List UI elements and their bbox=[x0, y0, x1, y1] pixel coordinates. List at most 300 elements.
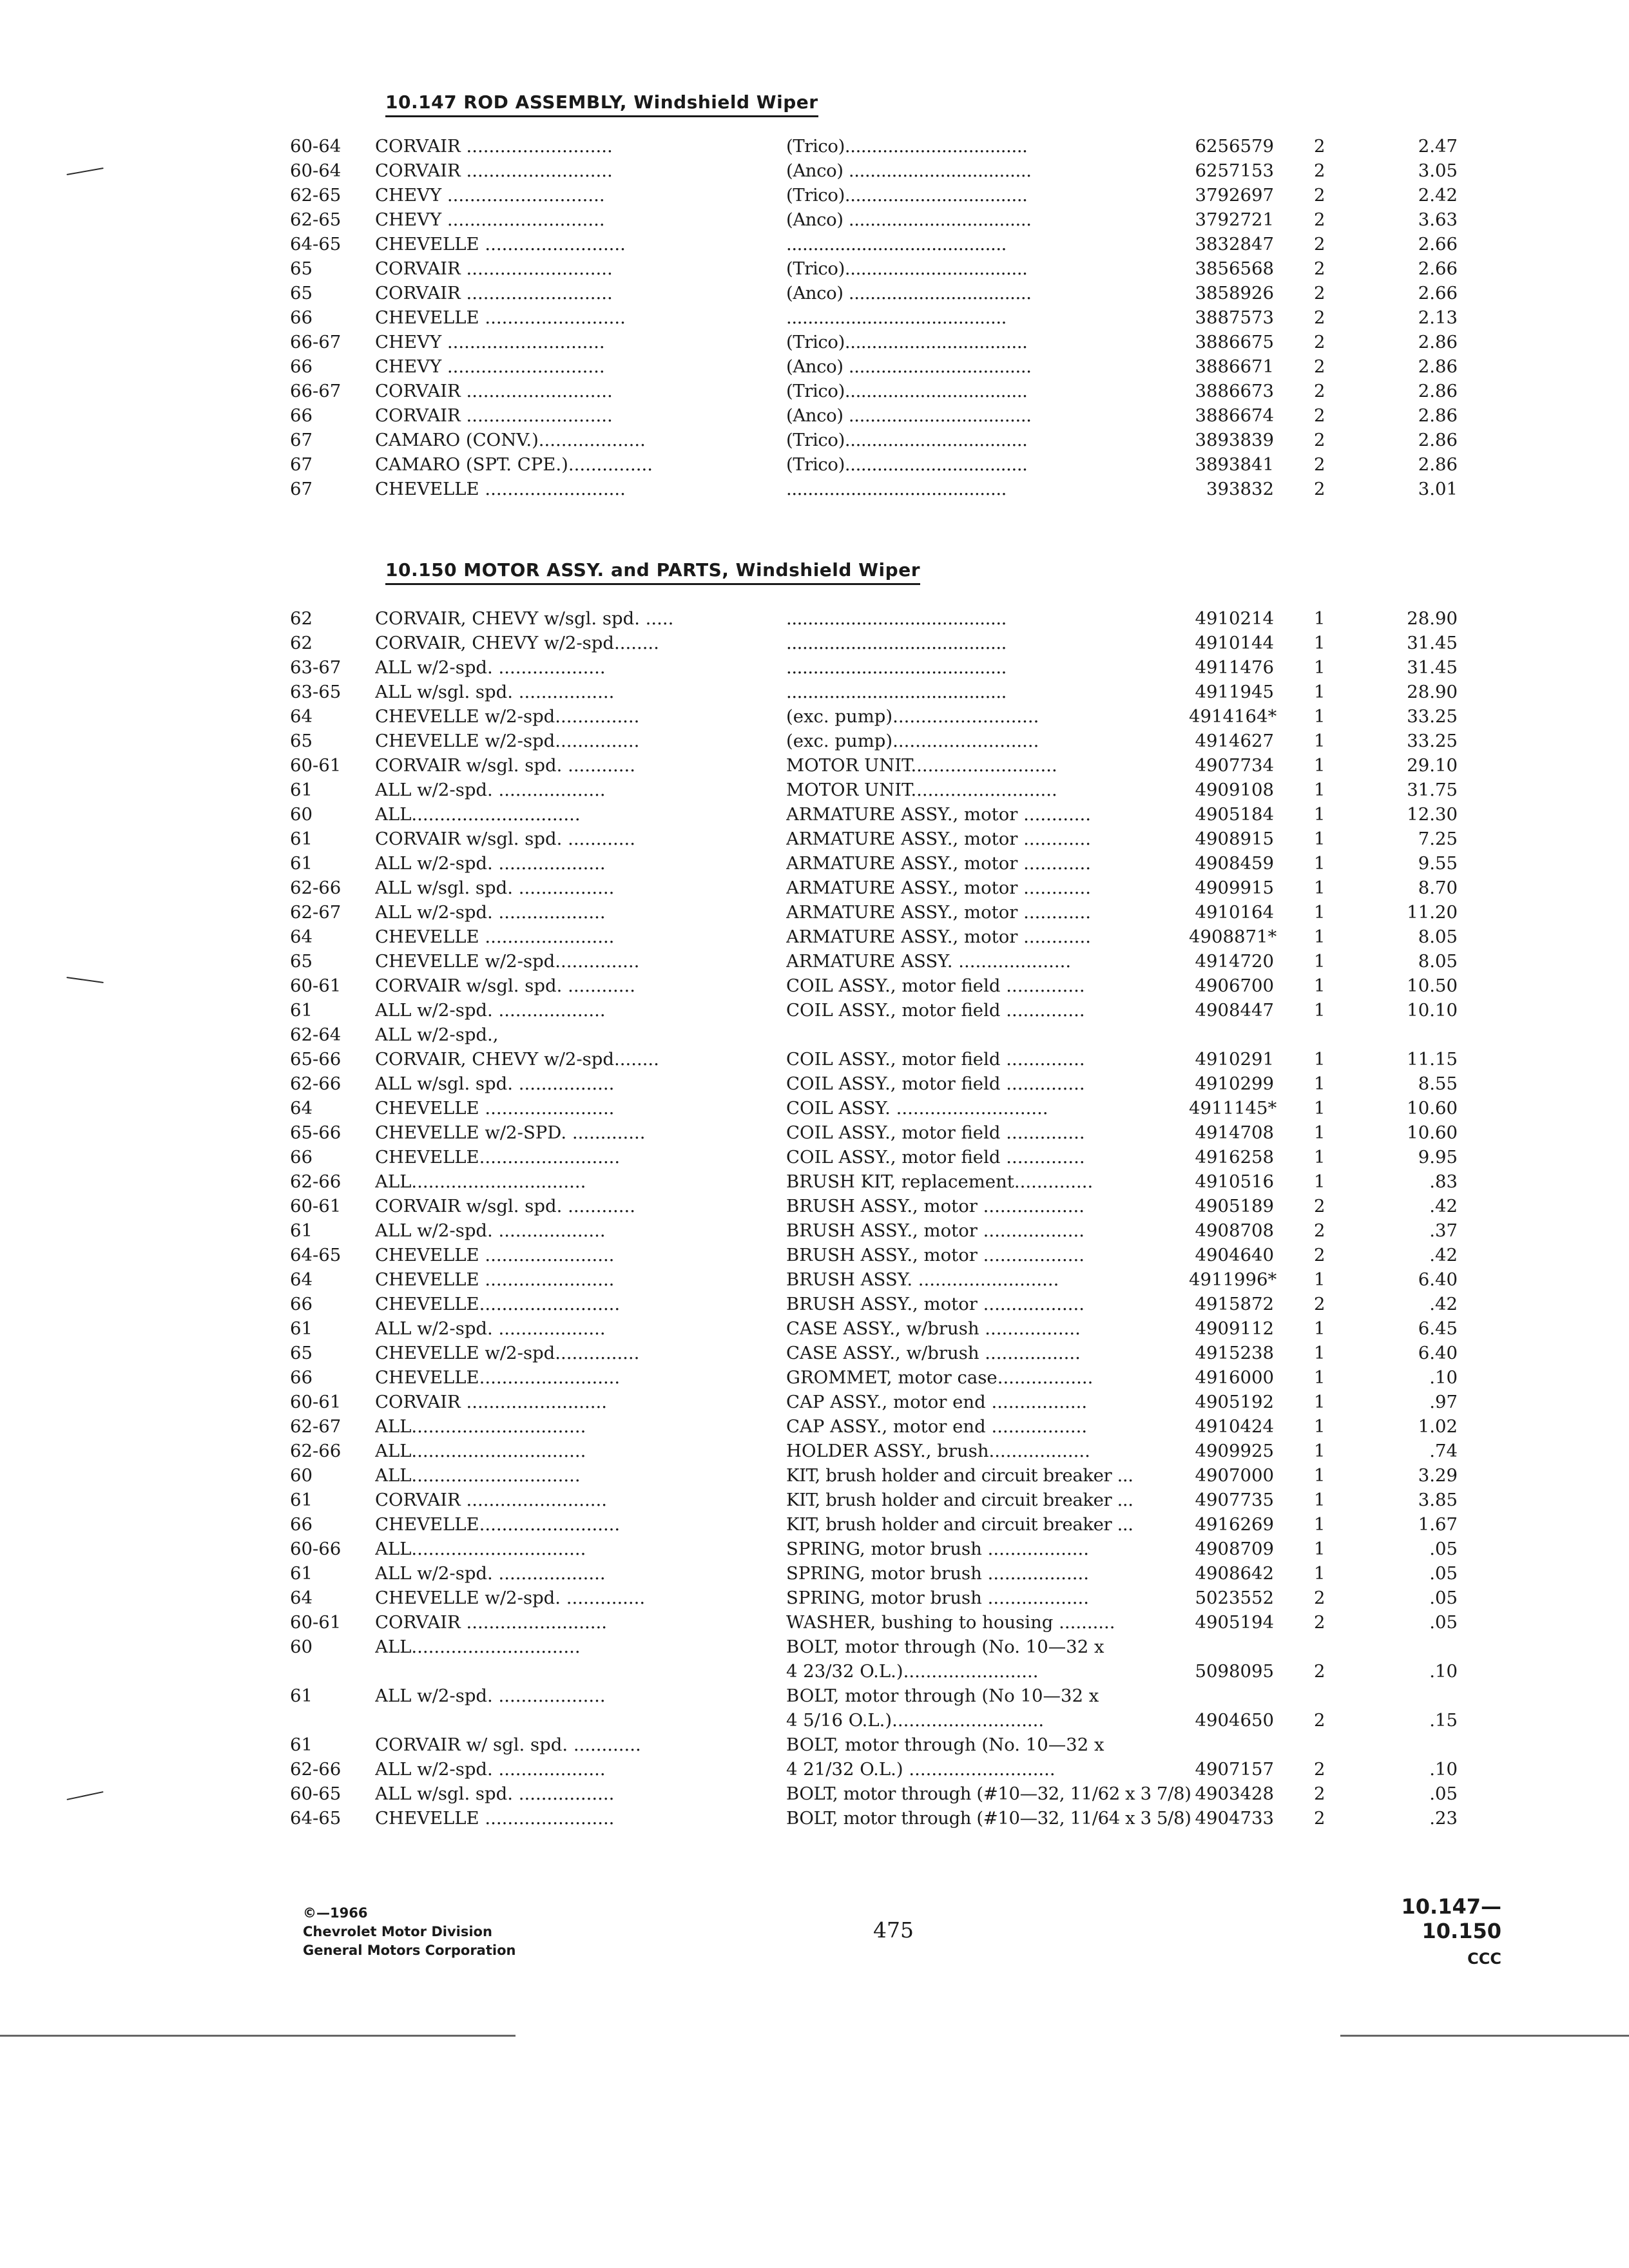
price: 28.90 bbox=[1407, 682, 1458, 702]
part-description: ARMATURE ASSY., motor ............ bbox=[786, 829, 1092, 849]
quantity: 1 bbox=[1314, 1367, 1325, 1388]
part-number: 5023552 bbox=[1195, 1588, 1274, 1608]
part-description: ARMATURE ASSY., motor ............ bbox=[786, 853, 1092, 874]
model-name: CHEVELLE ......................... bbox=[375, 234, 626, 255]
quantity: 1 bbox=[1314, 1392, 1325, 1412]
model-year: 64-65 bbox=[290, 1245, 342, 1265]
price: 3.63 bbox=[1418, 209, 1458, 230]
part-number: 4907000 bbox=[1195, 1465, 1274, 1486]
model-name: ALL w/sgl. spd. ................. bbox=[375, 682, 615, 702]
quantity: 1 bbox=[1314, 1122, 1325, 1143]
quantity: 1 bbox=[1314, 608, 1325, 629]
model-name: ALL w/2-spd. ................... bbox=[375, 1686, 606, 1706]
model-year: 64-65 bbox=[290, 234, 342, 255]
part-number: 4909108 bbox=[1195, 780, 1274, 800]
part-number: 4905189 bbox=[1195, 1196, 1274, 1216]
price: .23 bbox=[1429, 1808, 1458, 1829]
price: 31.45 bbox=[1407, 657, 1458, 678]
model-year: 60-66 bbox=[290, 1539, 342, 1559]
part-number: 6257153 bbox=[1195, 160, 1274, 181]
price: .42 bbox=[1429, 1294, 1458, 1314]
model-year: 60-64 bbox=[290, 136, 342, 157]
part-description: MOTOR UNIT.......................... bbox=[786, 780, 1057, 800]
part-description: BOLT, motor through (No. 10—32 x bbox=[786, 1637, 1104, 1657]
copyright-line: ©—1966 bbox=[303, 1905, 368, 1921]
quantity: 2 bbox=[1314, 1612, 1325, 1633]
quantity: 1 bbox=[1314, 951, 1325, 972]
section-title-rod-assembly: 10.147 ROD ASSEMBLY, Windshield Wiper bbox=[385, 91, 818, 117]
model-year: 62-65 bbox=[290, 209, 342, 230]
part-description: (Trico).................................. bbox=[786, 332, 1028, 352]
model-year: 61 bbox=[290, 829, 313, 849]
quantity: 1 bbox=[1314, 1171, 1325, 1192]
model-year: 60-61 bbox=[290, 975, 342, 996]
model-name: CAMARO (CONV.)................... bbox=[375, 430, 646, 450]
part-description: ......................................... bbox=[786, 682, 1007, 702]
part-number: 4910291 bbox=[1195, 1049, 1274, 1070]
model-year: 61 bbox=[290, 853, 313, 874]
price: 2.66 bbox=[1418, 283, 1458, 303]
part-description: ......................................... bbox=[786, 657, 1007, 678]
model-name: CORVAIR ......................... bbox=[375, 1392, 608, 1412]
part-description: (exc. pump).......................... bbox=[786, 706, 1039, 727]
part-description: (Trico).................................. bbox=[786, 136, 1028, 157]
part-number: 4916000 bbox=[1195, 1367, 1274, 1388]
part-description: (Trico).................................. bbox=[786, 185, 1028, 206]
catalog-code: CCC bbox=[1467, 1950, 1501, 1968]
price: 2.47 bbox=[1418, 136, 1458, 157]
price: .10 bbox=[1429, 1367, 1458, 1388]
model-name: ALL w/2-spd. ................... bbox=[375, 1000, 606, 1021]
part-number: 4908642 bbox=[1195, 1563, 1274, 1584]
model-year: 66-67 bbox=[290, 381, 342, 401]
model-name: CORVAIR w/ sgl. spd. ............ bbox=[375, 1735, 641, 1755]
price: 3.85 bbox=[1418, 1490, 1458, 1510]
part-description: CASE ASSY., w/brush ................. bbox=[786, 1343, 1081, 1363]
model-name: CORVAIR .......................... bbox=[375, 258, 613, 279]
model-year: 60 bbox=[290, 1465, 313, 1486]
model-year: 64 bbox=[290, 927, 313, 947]
price: .42 bbox=[1429, 1245, 1458, 1265]
part-number: 3893839 bbox=[1195, 430, 1274, 450]
part-number: 4907735 bbox=[1195, 1490, 1274, 1510]
model-name: ALL w/2-spd., bbox=[375, 1024, 499, 1045]
model-year: 66 bbox=[290, 1514, 313, 1535]
part-description: (Anco) .................................. bbox=[786, 209, 1032, 230]
quantity: 1 bbox=[1314, 853, 1325, 874]
part-number: 4911145* bbox=[1189, 1098, 1277, 1119]
quantity: 2 bbox=[1314, 1759, 1325, 1780]
model-name: ALL.............................. bbox=[375, 1637, 581, 1657]
model-name: CORVAIR .......................... bbox=[375, 136, 613, 157]
part-description: CAP ASSY., motor end ................. bbox=[786, 1416, 1088, 1437]
bottom-rule-left bbox=[0, 2035, 516, 2037]
model-name: ALL w/2-spd. ................... bbox=[375, 1759, 606, 1780]
price: 10.10 bbox=[1407, 1000, 1458, 1021]
part-description: (Anco) .................................. bbox=[786, 283, 1032, 303]
part-number: 4915872 bbox=[1195, 1294, 1274, 1314]
quantity: 1 bbox=[1314, 1465, 1325, 1486]
model-year: 65 bbox=[290, 1343, 313, 1363]
quantity: 1 bbox=[1314, 1049, 1325, 1070]
part-description: ......................................... bbox=[786, 608, 1007, 629]
model-year: 65 bbox=[290, 731, 313, 751]
part-number: 4908871* bbox=[1189, 927, 1277, 947]
model-name: CHEVELLE ....................... bbox=[375, 1245, 615, 1265]
quantity: 1 bbox=[1314, 1490, 1325, 1510]
part-number: 4906700 bbox=[1195, 975, 1274, 996]
model-name: CHEVELLE ......................... bbox=[375, 307, 626, 328]
model-year: 63-67 bbox=[290, 657, 342, 678]
part-number: 4916269 bbox=[1195, 1514, 1274, 1535]
model-year: 62 bbox=[290, 608, 313, 629]
part-description: 4 5/16 O.L.)........................... bbox=[786, 1710, 1045, 1731]
part-description: (Trico).................................. bbox=[786, 381, 1028, 401]
model-name: CHEVY ............................ bbox=[375, 356, 605, 377]
price: 9.95 bbox=[1418, 1147, 1458, 1168]
page-number: 475 bbox=[873, 1917, 914, 1943]
model-year: 64-65 bbox=[290, 1808, 342, 1829]
margin-mark bbox=[66, 168, 103, 175]
part-description: SPRING, motor brush .................. bbox=[786, 1588, 1089, 1608]
model-name: ALL............................... bbox=[375, 1441, 586, 1461]
margin-mark bbox=[66, 1791, 103, 1800]
part-number: 4914164* bbox=[1189, 706, 1277, 727]
model-year: 66 bbox=[290, 405, 313, 426]
quantity: 1 bbox=[1314, 804, 1325, 825]
part-number: 4910424 bbox=[1195, 1416, 1274, 1437]
model-name: CHEVY ............................ bbox=[375, 332, 605, 352]
model-name: ALL.............................. bbox=[375, 1465, 581, 1486]
model-name: ALL w/2-spd. ................... bbox=[375, 1318, 606, 1339]
part-number: 4904640 bbox=[1195, 1245, 1274, 1265]
section-range: 10.147—10.150 bbox=[1401, 1894, 1501, 1943]
part-number: 4910516 bbox=[1195, 1171, 1274, 1192]
quantity: 2 bbox=[1314, 234, 1325, 255]
part-description: COIL ASSY., motor field .............. bbox=[786, 1122, 1085, 1143]
model-year: 60 bbox=[290, 804, 313, 825]
part-number: 4908447 bbox=[1195, 1000, 1274, 1021]
model-name: CORVAIR, CHEVY w/2-spd........ bbox=[375, 633, 659, 653]
price: .97 bbox=[1429, 1392, 1458, 1412]
model-name: CORVAIR .......................... bbox=[375, 160, 613, 181]
part-number: 4904650 bbox=[1195, 1710, 1274, 1731]
part-description: HOLDER ASSY., brush.................. bbox=[786, 1441, 1090, 1461]
price: 33.25 bbox=[1407, 706, 1458, 727]
quantity: 1 bbox=[1314, 1073, 1325, 1094]
quantity: 2 bbox=[1314, 454, 1325, 475]
part-number: 4915238 bbox=[1195, 1343, 1274, 1363]
part-number: 3886671 bbox=[1195, 356, 1274, 377]
part-number: 4910299 bbox=[1195, 1073, 1274, 1094]
quantity: 2 bbox=[1314, 479, 1325, 499]
part-description: CAP ASSY., motor end ................. bbox=[786, 1392, 1088, 1412]
price: 10.60 bbox=[1407, 1098, 1458, 1119]
model-name: ALL w/2-spd. ................... bbox=[375, 780, 606, 800]
part-description: BRUSH ASSY., motor .................. bbox=[786, 1196, 1085, 1216]
division-line: Chevrolet Motor Division bbox=[303, 1924, 492, 1939]
model-name: ALL............................... bbox=[375, 1171, 586, 1192]
quantity: 1 bbox=[1314, 657, 1325, 678]
model-year: 60-65 bbox=[290, 1783, 342, 1804]
part-description: (Anco) .................................. bbox=[786, 405, 1032, 426]
model-year: 60-61 bbox=[290, 1612, 342, 1633]
price: 6.40 bbox=[1418, 1343, 1458, 1363]
price: 3.29 bbox=[1418, 1465, 1458, 1486]
part-number: 3792697 bbox=[1195, 185, 1274, 206]
quantity: 2 bbox=[1314, 405, 1325, 426]
price: 29.10 bbox=[1407, 755, 1458, 776]
model-year: 65 bbox=[290, 283, 313, 303]
part-number: 4914708 bbox=[1195, 1122, 1274, 1143]
part-number: 4907157 bbox=[1195, 1759, 1274, 1780]
model-name: CHEVELLE......................... bbox=[375, 1294, 621, 1314]
price: 8.05 bbox=[1418, 951, 1458, 972]
price: .05 bbox=[1429, 1588, 1458, 1608]
model-name: CHEVELLE w/2-spd............... bbox=[375, 951, 640, 972]
part-number: 4909915 bbox=[1195, 878, 1274, 898]
part-number: 3886675 bbox=[1195, 332, 1274, 352]
quantity: 2 bbox=[1314, 1588, 1325, 1608]
part-description: BRUSH ASSY., motor .................. bbox=[786, 1245, 1085, 1265]
model-year: 64 bbox=[290, 706, 313, 727]
quantity: 2 bbox=[1314, 1220, 1325, 1241]
model-name: CHEVY ............................ bbox=[375, 185, 605, 206]
part-description: BOLT, motor through (#10—32, 11/62 x 3 7/8) bbox=[786, 1783, 1191, 1804]
model-year: 60-61 bbox=[290, 1196, 342, 1216]
price: 6.40 bbox=[1418, 1269, 1458, 1290]
model-year: 61 bbox=[290, 1000, 313, 1021]
model-name: CHEVELLE......................... bbox=[375, 1147, 621, 1168]
price: 1.67 bbox=[1418, 1514, 1458, 1535]
model-year: 65 bbox=[290, 951, 313, 972]
price: 1.02 bbox=[1418, 1416, 1458, 1437]
part-description: ......................................... bbox=[786, 307, 1007, 328]
part-description: ARMATURE ASSY., motor ............ bbox=[786, 804, 1092, 825]
price: 2.13 bbox=[1418, 307, 1458, 328]
price: 11.20 bbox=[1407, 902, 1458, 923]
model-year: 61 bbox=[290, 1490, 313, 1510]
model-name: CORVAIR ......................... bbox=[375, 1490, 608, 1510]
model-year: 61 bbox=[290, 1318, 313, 1339]
model-year: 64 bbox=[290, 1588, 313, 1608]
part-number: 3887573 bbox=[1195, 307, 1274, 328]
model-year: 61 bbox=[290, 1220, 313, 1241]
model-year: 62-67 bbox=[290, 1416, 342, 1437]
part-description: KIT, brush holder and circuit breaker ... bbox=[786, 1465, 1133, 1486]
part-number: 4903428 bbox=[1195, 1783, 1274, 1804]
quantity: 2 bbox=[1314, 258, 1325, 279]
price: 3.01 bbox=[1418, 479, 1458, 499]
quantity: 1 bbox=[1314, 878, 1325, 898]
part-description: WASHER, bushing to housing .......... bbox=[786, 1612, 1115, 1633]
part-description: (Anco) .................................. bbox=[786, 356, 1032, 377]
price: 2.86 bbox=[1418, 405, 1458, 426]
corporation-line: General Motors Corporation bbox=[303, 1943, 516, 1958]
quantity: 1 bbox=[1314, 1343, 1325, 1363]
model-name: CHEVELLE w/2-spd............... bbox=[375, 1343, 640, 1363]
model-name: ALL w/2-spd. ................... bbox=[375, 853, 606, 874]
part-description: KIT, brush holder and circuit breaker ... bbox=[786, 1490, 1133, 1510]
model-name: ALL............................... bbox=[375, 1539, 586, 1559]
model-name: CHEVELLE w/2-spd............... bbox=[375, 706, 640, 727]
price: 8.55 bbox=[1418, 1073, 1458, 1094]
part-description: (Trico).................................. bbox=[786, 454, 1028, 475]
model-name: ALL.............................. bbox=[375, 804, 581, 825]
part-number: 4910164 bbox=[1195, 902, 1274, 923]
quantity: 1 bbox=[1314, 706, 1325, 727]
quantity: 1 bbox=[1314, 829, 1325, 849]
model-name: CORVAIR, CHEVY w/sgl. spd. ..... bbox=[375, 608, 674, 629]
quantity: 1 bbox=[1314, 1563, 1325, 1584]
price: 2.42 bbox=[1418, 185, 1458, 206]
model-name: CORVAIR .......................... bbox=[375, 381, 613, 401]
bottom-rule-right bbox=[1340, 2035, 1629, 2037]
model-year: 65-66 bbox=[290, 1049, 342, 1070]
quantity: 2 bbox=[1314, 185, 1325, 206]
part-number: 5098095 bbox=[1195, 1661, 1274, 1682]
model-year: 67 bbox=[290, 454, 313, 475]
part-number: 4905194 bbox=[1195, 1612, 1274, 1633]
model-name: ALL w/2-spd. ................... bbox=[375, 1220, 606, 1241]
part-number: 3858926 bbox=[1195, 283, 1274, 303]
quantity: 2 bbox=[1314, 332, 1325, 352]
model-name: ALL............................... bbox=[375, 1416, 586, 1437]
part-description: (Trico).................................. bbox=[786, 258, 1028, 279]
model-year: 66-67 bbox=[290, 332, 342, 352]
part-number: 3886674 bbox=[1195, 405, 1274, 426]
model-year: 61 bbox=[290, 1686, 313, 1706]
price: .05 bbox=[1429, 1612, 1458, 1633]
price: .74 bbox=[1429, 1441, 1458, 1461]
part-number: 4907734 bbox=[1195, 755, 1274, 776]
model-name: ALL w/2-spd. ................... bbox=[375, 1563, 606, 1584]
price: 6.45 bbox=[1418, 1318, 1458, 1339]
part-number: 4905184 bbox=[1195, 804, 1274, 825]
price: 2.86 bbox=[1418, 430, 1458, 450]
part-number: 3893841 bbox=[1195, 454, 1274, 475]
part-number: 4909925 bbox=[1195, 1441, 1274, 1461]
part-number: 4914627 bbox=[1195, 731, 1274, 751]
part-description: BOLT, motor through (No 10—32 x bbox=[786, 1686, 1099, 1706]
quantity: 2 bbox=[1314, 160, 1325, 181]
model-name: CORVAIR, CHEVY w/2-spd........ bbox=[375, 1049, 659, 1070]
model-name: CHEVELLE ....................... bbox=[375, 927, 615, 947]
model-year: 67 bbox=[290, 430, 313, 450]
quantity: 2 bbox=[1314, 356, 1325, 377]
quantity: 2 bbox=[1314, 1710, 1325, 1731]
model-name: ALL w/sgl. spd. ................. bbox=[375, 878, 615, 898]
price: .05 bbox=[1429, 1563, 1458, 1584]
price: 28.90 bbox=[1407, 608, 1458, 629]
model-year: 66 bbox=[290, 356, 313, 377]
price: 2.66 bbox=[1418, 234, 1458, 255]
model-year: 60-61 bbox=[290, 755, 342, 776]
model-year: 66 bbox=[290, 1367, 313, 1388]
model-year: 66 bbox=[290, 307, 313, 328]
price: 11.15 bbox=[1407, 1049, 1458, 1070]
price: .05 bbox=[1429, 1783, 1458, 1804]
part-description: BOLT, motor through (#10—32, 11/64 x 3 5/8) bbox=[786, 1808, 1191, 1829]
part-description: BRUSH ASSY. ......................... bbox=[786, 1269, 1059, 1290]
part-number: 4908709 bbox=[1195, 1539, 1274, 1559]
price: 33.25 bbox=[1407, 731, 1458, 751]
price: 2.86 bbox=[1418, 356, 1458, 377]
section-reference-block bbox=[1327, 1894, 1501, 1968]
part-description: SPRING, motor brush .................. bbox=[786, 1539, 1089, 1559]
part-number: 4905192 bbox=[1195, 1392, 1274, 1412]
price: 8.05 bbox=[1418, 927, 1458, 947]
quantity: 1 bbox=[1314, 780, 1325, 800]
model-year: 62-66 bbox=[290, 878, 342, 898]
model-year: 66 bbox=[290, 1294, 313, 1314]
section-title-motor-assy: 10.150 MOTOR ASSY. and PARTS, Windshield Wiper bbox=[385, 559, 920, 585]
model-year: 61 bbox=[290, 1563, 313, 1584]
model-name: CHEVELLE w/2-spd............... bbox=[375, 731, 640, 751]
price: 3.05 bbox=[1418, 160, 1458, 181]
model-year: 60 bbox=[290, 1637, 313, 1657]
model-name: CHEVELLE w/2-SPD. ............. bbox=[375, 1122, 646, 1143]
part-description: CASE ASSY., w/brush ................. bbox=[786, 1318, 1081, 1339]
model-name: CHEVELLE ....................... bbox=[375, 1269, 615, 1290]
part-description: ......................................... bbox=[786, 479, 1007, 499]
quantity: 2 bbox=[1314, 1196, 1325, 1216]
price: 10.60 bbox=[1407, 1122, 1458, 1143]
model-year: 65 bbox=[290, 258, 313, 279]
part-description: (Anco) .................................. bbox=[786, 160, 1032, 181]
model-name: CORVAIR .......................... bbox=[375, 405, 613, 426]
quantity: 2 bbox=[1314, 1808, 1325, 1829]
price: 2.86 bbox=[1418, 332, 1458, 352]
price: 31.75 bbox=[1407, 780, 1458, 800]
part-number: 3792721 bbox=[1195, 209, 1274, 230]
quantity: 2 bbox=[1314, 1661, 1325, 1682]
model-name: CHEVELLE......................... bbox=[375, 1367, 621, 1388]
model-name: CHEVELLE ....................... bbox=[375, 1808, 615, 1829]
model-year: 60-64 bbox=[290, 160, 342, 181]
model-name: CHEVY ............................ bbox=[375, 209, 605, 230]
publisher-block bbox=[303, 1904, 516, 1960]
quantity: 1 bbox=[1314, 1416, 1325, 1437]
part-description: COIL ASSY., motor field .............. bbox=[786, 1000, 1085, 1021]
model-name: ALL w/2-spd. ................... bbox=[375, 657, 606, 678]
part-description: COIL ASSY., motor field .............. bbox=[786, 1049, 1085, 1070]
part-description: (Trico).................................. bbox=[786, 430, 1028, 450]
price: .42 bbox=[1429, 1196, 1458, 1216]
part-description: BRUSH ASSY., motor .................. bbox=[786, 1294, 1085, 1314]
price: .15 bbox=[1429, 1710, 1458, 1731]
model-year: 61 bbox=[290, 780, 313, 800]
part-number: 4908459 bbox=[1195, 853, 1274, 874]
part-number: 4909112 bbox=[1195, 1318, 1274, 1339]
part-number: 4910214 bbox=[1195, 608, 1274, 629]
quantity: 2 bbox=[1314, 209, 1325, 230]
part-description: ARMATURE ASSY., motor ............ bbox=[786, 878, 1092, 898]
model-name: ALL w/sgl. spd. ................. bbox=[375, 1783, 615, 1804]
model-year: 65-66 bbox=[290, 1122, 342, 1143]
model-name: CORVAIR w/sgl. spd. ............ bbox=[375, 755, 635, 776]
part-description: BOLT, motor through (No. 10—32 x bbox=[786, 1735, 1104, 1755]
price: .37 bbox=[1429, 1220, 1458, 1241]
quantity: 1 bbox=[1314, 1539, 1325, 1559]
price: .83 bbox=[1429, 1171, 1458, 1192]
part-number: 4911945 bbox=[1195, 682, 1274, 702]
quantity: 2 bbox=[1314, 136, 1325, 157]
quantity: 1 bbox=[1314, 1514, 1325, 1535]
quantity: 2 bbox=[1314, 1245, 1325, 1265]
model-year: 62-64 bbox=[290, 1024, 342, 1045]
model-year: 62-66 bbox=[290, 1441, 342, 1461]
